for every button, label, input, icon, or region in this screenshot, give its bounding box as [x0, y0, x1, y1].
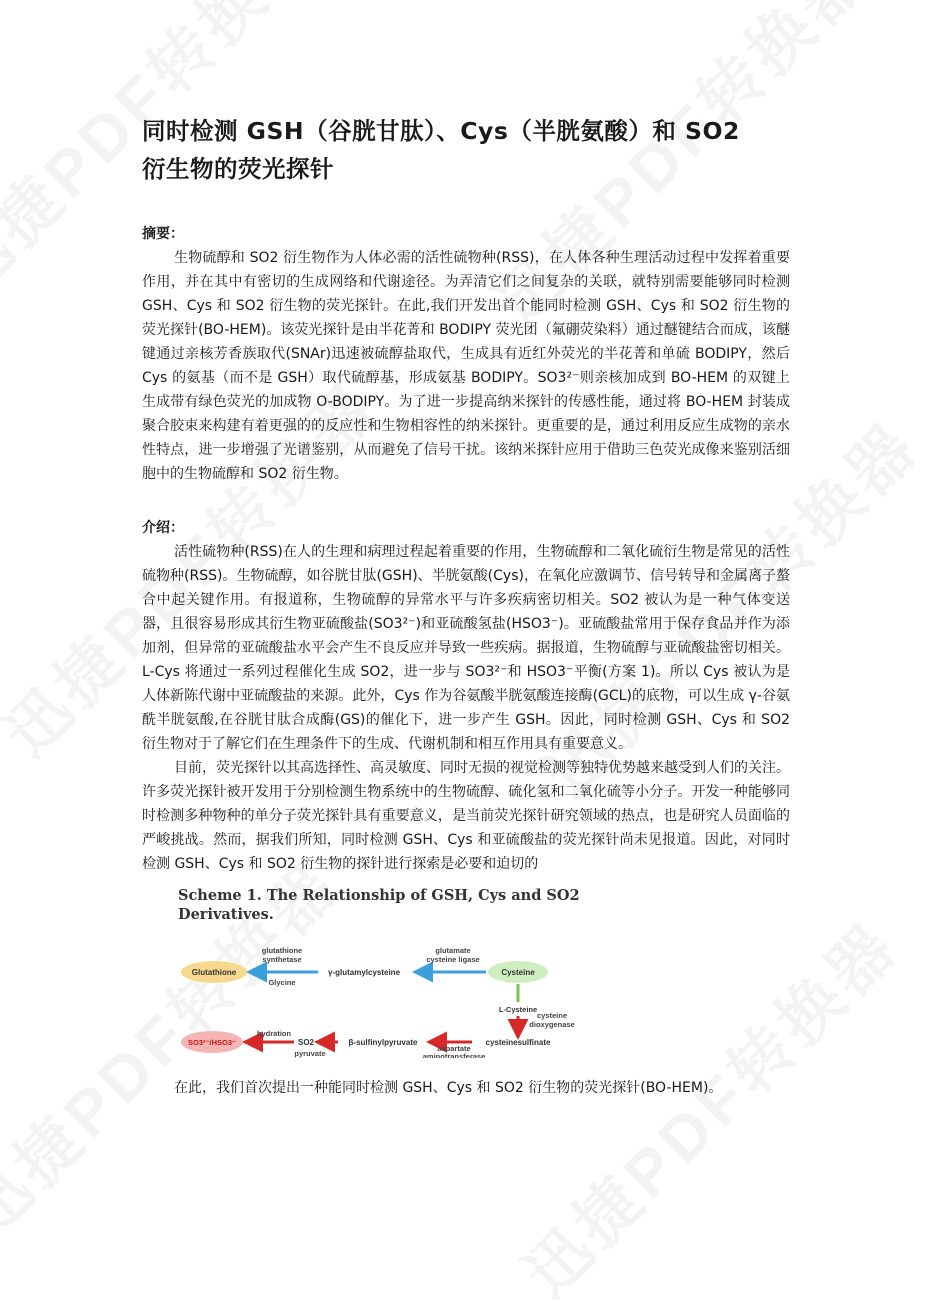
ast-label-1: aspartate [437, 1044, 471, 1053]
title-line-2: 衍生物的荧光探针 [142, 155, 334, 183]
gs-label-1: glutathione [261, 946, 303, 955]
hydration-label: hydration [256, 1029, 292, 1038]
gamma-label: γ-glutamylcysteine [327, 968, 401, 977]
scheme-figure [178, 886, 598, 1058]
abstract-heading: 摘要： [142, 226, 184, 242]
gcl-label-1: glutamate [435, 946, 471, 955]
sulfinate-label: cysteinesulfinate [485, 1038, 551, 1047]
gs-label-2: synthetase [262, 955, 302, 964]
glutathione-label: Glutathione [191, 968, 237, 977]
scheme-title-line-2: Derivatives. [178, 906, 274, 923]
scheme-title-line-1: Scheme 1. The Relationship of GSH, Cys and SO2 [178, 887, 580, 904]
intro-heading: 介绍： [142, 520, 184, 536]
scheme-diagram [178, 928, 598, 1058]
ast-label-2: aminotransferase [422, 1052, 486, 1058]
closing-sentence: 在此，我们首次提出一种能同时检测 GSH、Cys 和 SO2 衍生物的荧光探针(BO-HEM)。 [174, 1080, 723, 1096]
sulfinyl-label: β-sulfinylpyruvate [348, 1038, 418, 1047]
intro-paragraph-2: 目前，荧光探针以其高选择性、高灵敏度、同时无损的视觉检测等独特优势越来越受到人们的关注。许多荧光探针被开发用于分别检测生物系统中的生物硫醇、硫化氢和二氧化硫等小分子。开发一种能够同时检测多种物种的单分子荧光探针具有重要意义，是当前荧光探针研究领域的热点，也是研究人员面临的严峻挑战。然而，据我们所知，同时检测 GSH、Cys 和亚硫酸盐的荧光探针尚未见报道。因此，对同时检测 GSH、Cys 和 SO2 衍生物的探针进行探索是必要和迫切的 [142, 760, 790, 872]
document-title [142, 112, 790, 188]
abstract-text: 生物硫醇和 SO2 衍生物作为人体必需的活性硫物种(RSS)，在人体各种生理活动过程中发挥着重要作用，并在其中有密切的生成网络和代谢途径。为弄清它们之间复杂的关联，就特别需要能够同时检测 GSH、Cys 和 SO2 衍生物的荧光探针。在此,我们开发出首个能同时检测 GSH、Cys 和 SO2 衍生物的荧光探针(BO-HEM)。该荧光探针是由半花菁和 BODIPY 荧光团（氟硼荧染料）通过醚键结合而成，该醚键通过亲核芳香族取代(SNAr)迅速被硫醇盐取代，生成具有近红外荧光的半花菁和单硫 BODIPY，然后 Cys 的氨基（而不是 GSH）取代硫醇基，形成氨基 BODIPY。SO3²⁻则亲核加成到 BO-HEM 的双键上生成带有绿色荧光的加成物 O-BODIPY。为了进一步提高纳米探针的传感性能，通过将 BO-HEM 封装成聚合胶束来构建有着更强的的反应性和生物相容性的纳米探针。更重要的是，通过利用反应生成物的亲水性特点，进一步增强了光谱鉴别，从而避免了信号干扰。该纳米探针应用于借助三色荧光成像来鉴别活细胞中的生物硫醇和 SO2 衍生物。 [142, 250, 790, 482]
cdo-label-1: cysteine [536, 1011, 568, 1020]
cdo-label-2: dioxygenase [529, 1020, 575, 1029]
so2-label: SO2 [297, 1038, 315, 1047]
intro-paragraph-1: 活性硫物种(RSS)在人的生理和病理过程起着重要的作用，生物硫醇和二氧化硫衍生物是常见的活性硫物种(RSS)。生物硫醇，如谷胱甘肽(GSH)、半胱氨酸(Cys)，在氧化应激调节、信号转导和金属离子螯合中起关键作用。有报道称，生物硫醇的异常水平与许多疾病密切相关。SO2 被认为是一种气体变送器，且很容易形成其衍生物亚硫酸盐(SO3²⁻)和亚硫酸氢盐(HSO3⁻)。亚硫酸盐常用于保存食品并作为添加剂，但异常的亚硫酸盐水平会产生不良反应并导致一些疾病。据报道，生物硫醇与亚硫酸盐密切相关。L-Cys 将通过一系列过程催化生成 SO2，进一步与 SO3²⁻和 HSO3⁻平衡(方案 1)。所以 Cys 被认为是人体新陈代谢中亚硫酸盐的来源。此外，Cys 作为谷氨酸半胱氨酸连接酶(GCL)的底物，可以生成 γ-谷氨酰半胱氨酸,在谷胱甘肽合成酶(GS)的催化下，进一步产生 GSH。因此，同时检测 GSH、Cys 和 SO2 衍生物对于了解它们在生理条件下的生成、代谢机制和相互作用具有重要意义。 [142, 544, 790, 752]
title-line-1: 同时检测 GSH（谷胱甘肽）、Cys（半胱氨酸）和 SO2 [142, 117, 740, 145]
scheme-title [178, 886, 598, 924]
sulfite-label: SO3²⁻/HSO3⁻ [188, 1038, 236, 1047]
pyruvate-label: pyruvate [294, 1049, 326, 1058]
glycine-label: Glycine [268, 978, 296, 987]
document-body [142, 112, 790, 1100]
cysteine-label: Cysteine [501, 968, 535, 977]
lcysteine-label: L-Cysteine [498, 1005, 538, 1014]
gcl-label-2: cysteine ligase [426, 955, 480, 964]
